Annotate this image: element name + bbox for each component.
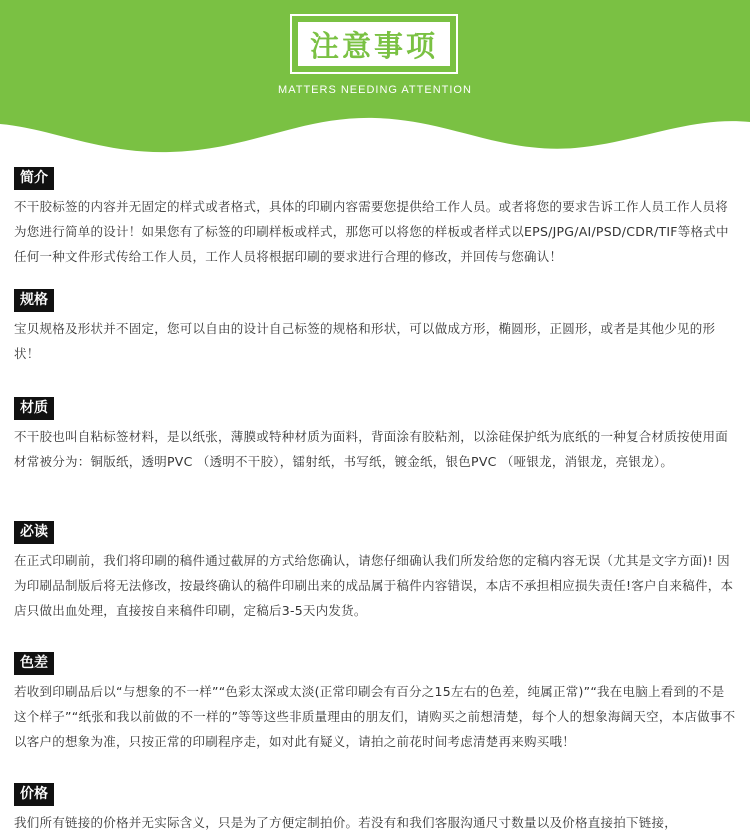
section-tag: 价格 — [14, 783, 54, 806]
section-text: 在正式印刷前，我们将印刷的稿件通过截屏的方式给您确认，请您仔细确认我们所发给您的定稿内容无误（尤其是文字方面)! 因为印刷品制版后将无法修改，按最终确认的稿件印刷出来的成品属于稿件内容错误，本店不承担相应损失责任!客户自来稿件，本店只做出血处理，直接按自来稿件印刷，定稿后3-5天内发货。 — [14, 553, 734, 618]
section-text: 我们所有链接的价格并无实际含义，只是为了方便定制拍价。若没有和我们客服沟通尺寸数量以及价格直接拍下链接， — [14, 815, 678, 830]
section-color-diff — [14, 652, 736, 754]
section-text: 宝贝规格及形状并不固定，您可以自由的设计自己标签的规格和形状，可以做成方形，椭圆形，正圆形，或者是其他少见的形状！ — [14, 321, 716, 361]
section-text: 不干胶也叫自粘标签材料，是以纸张，薄膜或特种材质为面料，背面涂有胶粘剂，以涂硅保护纸为底纸的一种复合材质按使用面材常被分为：铜版纸，透明PVC （透明不干胶），镭射纸，书写纸，镀金纸，银色PVC （哑银龙，消银龙，亮银龙）。 — [14, 429, 729, 469]
section-must-read — [14, 521, 736, 623]
page-subtitle: MATTERS NEEDING ATTENTION — [278, 84, 472, 96]
section-tag: 色差 — [14, 652, 54, 675]
section-intro — [14, 167, 736, 269]
section-tag: 简介 — [14, 167, 54, 190]
title-frame — [290, 14, 458, 74]
section-tag: 规格 — [14, 289, 54, 312]
header-banner — [0, 0, 750, 160]
section-text: 不干胶标签的内容并无固定的样式或者格式，具体的印刷内容需要您提供给工作人员。或者将您的要求告诉工作人员工作人员将为您进行简单的设计！如果您有了标签的印刷样板或样式，那您可以将您的样板或者样式以EPS/JPG/AI/PSD/CDR/TIF等格式中任何一种文件形式传给工作人员，工作人员将根据印刷的要求进行合理的修改，并回传与您确认！ — [14, 199, 729, 264]
section-spec — [14, 289, 736, 366]
section-material — [14, 397, 736, 474]
section-tag: 必读 — [14, 521, 54, 544]
section-text: 若收到印刷品后以“与想象的不一样”“色彩太深或太淡(正常印刷会有百分之15左右的色差，纯属正常)”“我在电脑上看到的不是这个样子”“纸张和我以前做的不一样的”等等这些非质量理由的朋友们，请购买之前想清楚，每个人的想象海阔天空，本店做事不以客户的想象为准，只按正常的印刷程序走，如对此有疑义，请拍之前花时间考虑清楚再来购买哦！ — [14, 684, 736, 749]
section-tag: 材质 — [14, 397, 54, 420]
section-price — [14, 783, 736, 835]
page-title: 注意事项 — [298, 22, 450, 66]
